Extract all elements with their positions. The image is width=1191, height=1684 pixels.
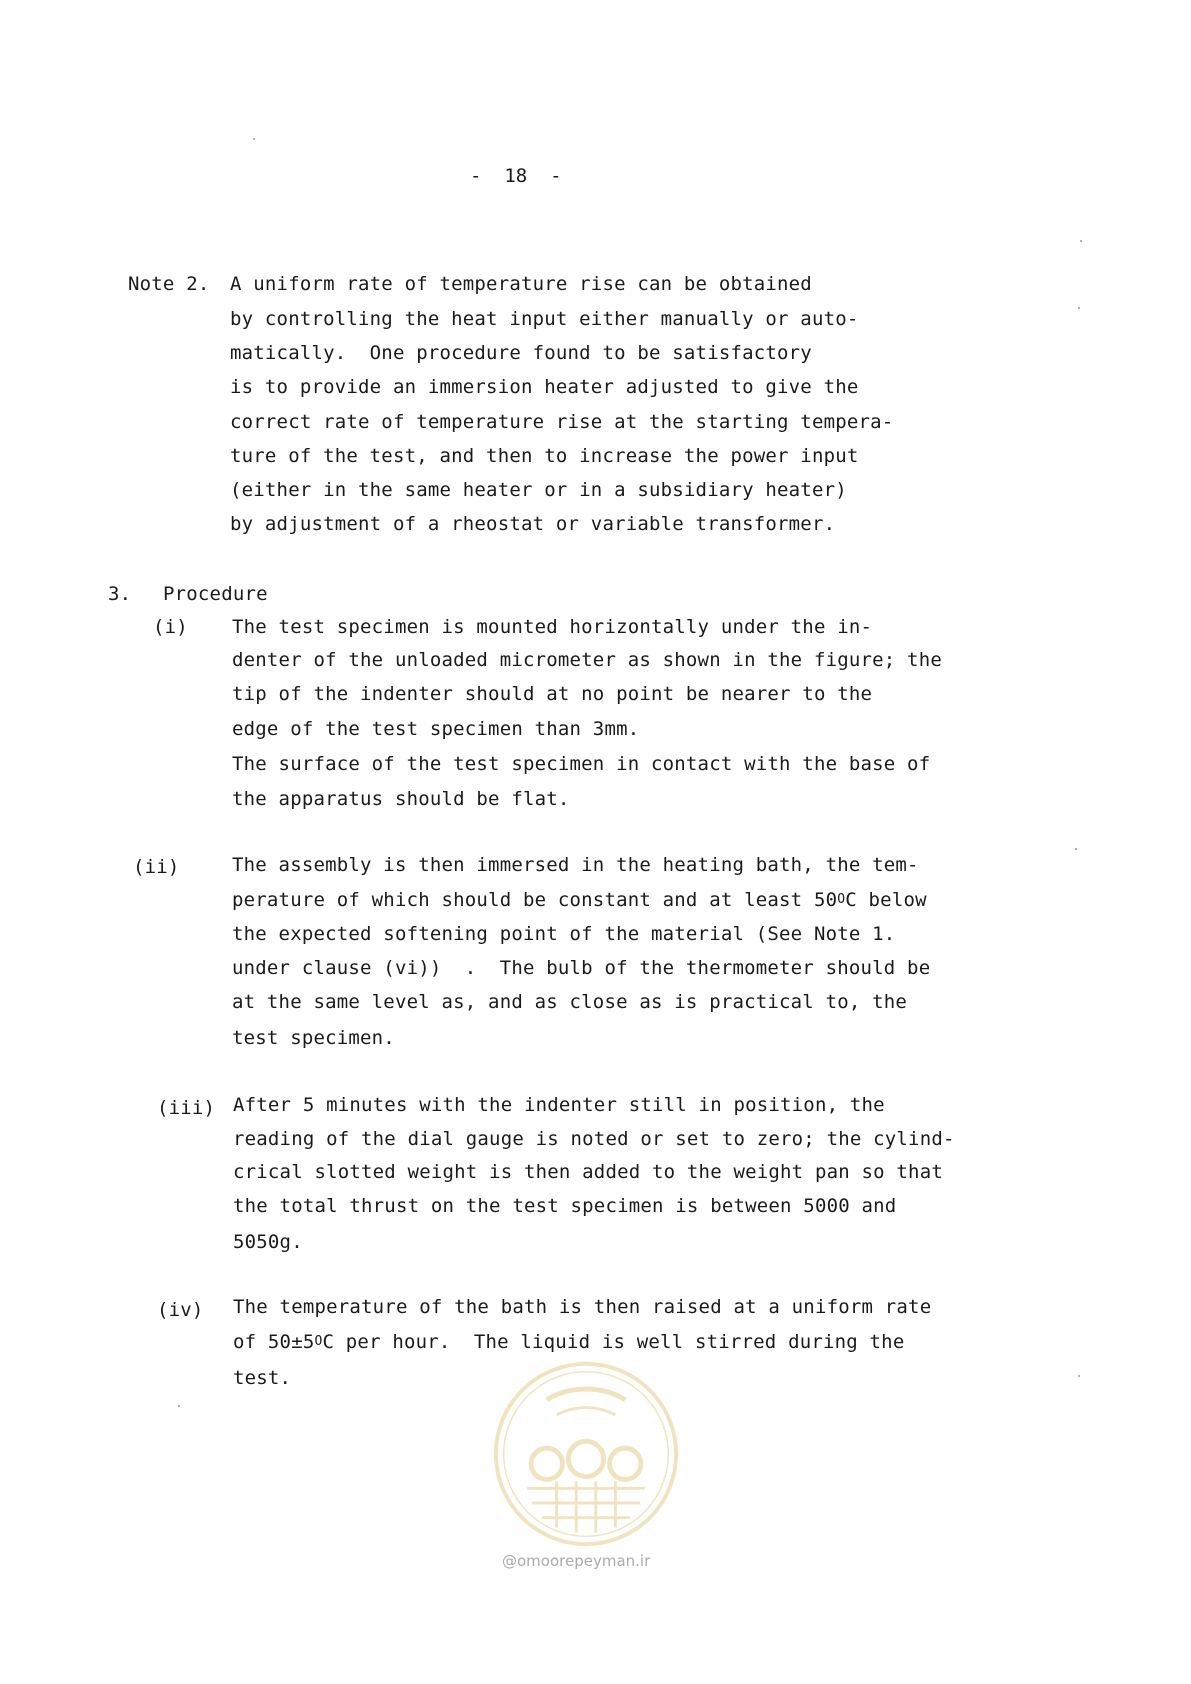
scan-speck <box>1078 1375 1080 1377</box>
note-2-line: correct rate of temperature rise at the starting tempera- <box>230 411 894 433</box>
item-ii-line-part: C below <box>845 889 927 911</box>
scan-speck <box>253 138 255 140</box>
section-title: Procedure <box>163 583 268 605</box>
item-ii-line-part: perature of which should be constant and at least 50 <box>232 889 838 911</box>
item-ii-line: at the same level as, and as close as is practical to, the <box>232 991 908 1013</box>
item-i-line: The test specimen is mounted horizontally under the in- <box>232 616 873 638</box>
item-iv-line-degree <box>233 1330 904 1357</box>
note-2-line: by controlling the heat input either manually or auto- <box>230 308 859 330</box>
page-number: - 18 - <box>470 165 562 187</box>
item-iv-label: (iv) <box>157 1299 204 1321</box>
note-2-label: Note 2. <box>128 273 210 295</box>
note-2-line: ture of the test, and then to increase the power input <box>230 445 859 467</box>
item-iv-line: The temperature of the bath is then raised at a uniform rate <box>233 1296 932 1318</box>
item-iii-line: the total thrust on the test specimen is between 5000 and <box>233 1195 897 1217</box>
item-iii-line: After 5 minutes with the indenter still in position, the <box>233 1094 885 1116</box>
item-i-line: tip of the indenter should at no point be nearer to the <box>232 683 873 705</box>
scan-speck <box>1080 240 1082 242</box>
note-2-line: by adjustment of a rheostat or variable transformer. <box>230 513 836 535</box>
note-2-line: matically. One procedure found to be satisfactory <box>230 342 812 364</box>
scan-speck <box>178 1405 180 1407</box>
item-iv-line-part: C per hour. The liquid is well stirred during the <box>322 1331 905 1353</box>
item-ii-line: the expected softening point of the material (See Note 1. <box>232 923 896 945</box>
item-iii-line: crical slotted weight is then added to the weight pan so that <box>233 1161 943 1183</box>
item-ii-line-degree <box>232 888 927 915</box>
watermark-logo-icon <box>488 1356 684 1552</box>
note-2-line: A uniform rate of temperature rise can be obtained <box>230 273 812 295</box>
item-ii-label: (ii) <box>133 856 180 878</box>
item-iii-line: reading of the dial gauge is noted or set to zero; the cylind- <box>233 1128 955 1150</box>
note-2-line: (either in the same heater or in a subsidiary heater) <box>230 479 847 501</box>
item-ii-line: test specimen. <box>232 1027 395 1049</box>
degree-symbol: O <box>314 1334 323 1349</box>
degree-symbol: O <box>837 892 846 907</box>
section-number: 3. <box>108 583 132 605</box>
note-2-line: is to provide an immersion heater adjusted to give the <box>230 376 859 398</box>
item-i-line: denter of the unloaded micrometer as shown in the figure; the <box>232 649 942 671</box>
scan-speck <box>1078 307 1080 309</box>
item-i-line: The surface of the test specimen in contact with the base of <box>232 753 931 775</box>
item-i-line: the apparatus should be flat. <box>232 788 570 810</box>
item-i-label: (i) <box>153 616 188 638</box>
watermark-url: @omoorepeyman.ir <box>502 1552 651 1570</box>
item-iv-line: test. <box>233 1367 292 1389</box>
scan-speck <box>1075 848 1077 850</box>
item-ii-line: The assembly is then immersed in the heating bath, the tem- <box>232 854 919 876</box>
item-iii-line: 5050g. <box>233 1231 303 1253</box>
item-iv-line-part: of 50±5 <box>233 1331 315 1353</box>
item-i-line: edge of the test specimen than 3mm. <box>232 718 640 740</box>
item-iii-label: (iii) <box>157 1097 216 1119</box>
item-ii-line: under clause (vi)) . The bulb of the thermometer should be <box>232 957 931 979</box>
